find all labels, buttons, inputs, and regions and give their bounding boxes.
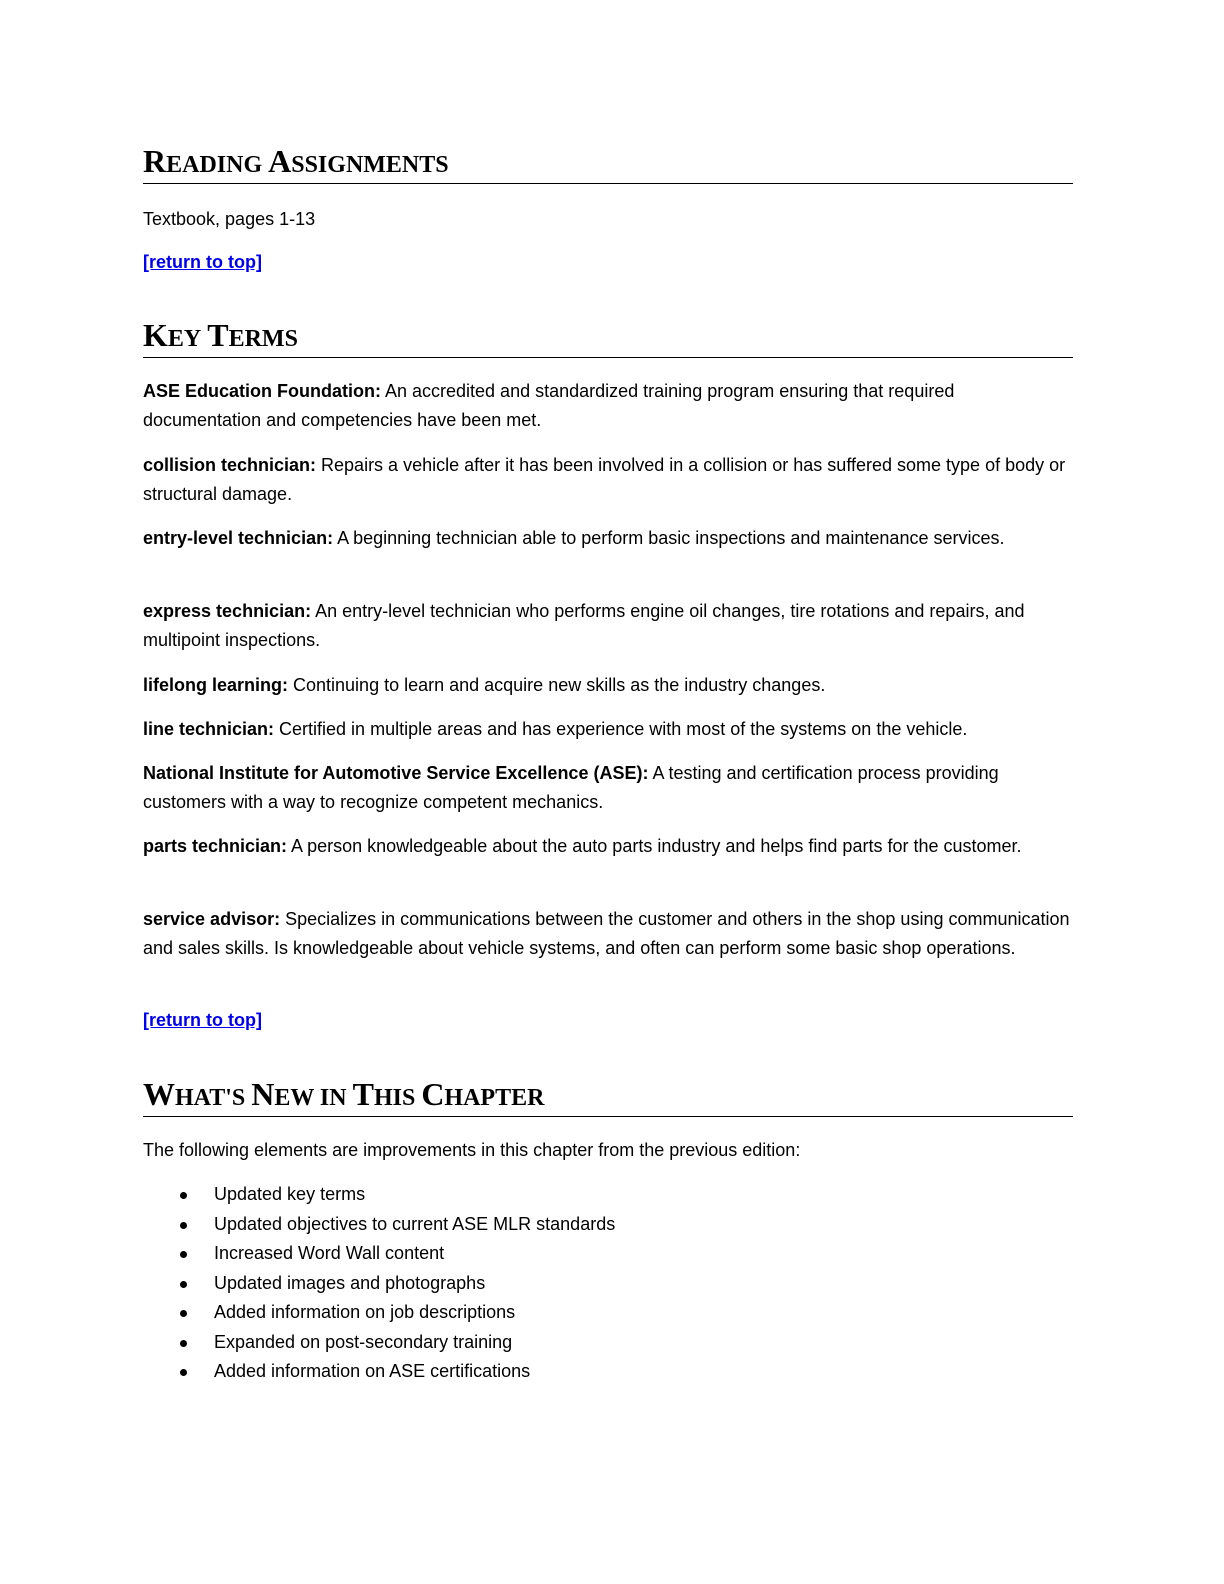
list-item-text: Added information on ASE certifications xyxy=(214,1361,531,1381)
heading-word: HIS xyxy=(373,1085,416,1111)
list-item xyxy=(143,1180,1073,1210)
heading-word: EW IN xyxy=(274,1085,347,1111)
heading-cap: T xyxy=(207,317,229,353)
list-item xyxy=(143,1210,1073,1240)
term-definition: An accredited and standardized training program ensuring that required documentation and competencies have been met. xyxy=(143,381,955,430)
heading-cap: T xyxy=(352,1076,374,1112)
heading-cap: R xyxy=(143,143,167,179)
heading-word: EADING xyxy=(166,152,263,178)
improvements-list xyxy=(143,1180,1073,1387)
whats-new-intro: The following elements are improvements in this chapter from the previous edition: xyxy=(143,1140,801,1160)
heading-word: ERMS xyxy=(228,326,298,352)
key-term-entry xyxy=(143,671,1073,700)
term-name: service advisor: xyxy=(143,909,281,929)
key-term-entry xyxy=(143,524,1073,553)
bullet-icon xyxy=(180,1251,187,1258)
list-item xyxy=(143,1239,1073,1269)
reading-assignments-heading xyxy=(143,143,1073,184)
bullet-icon xyxy=(180,1369,187,1376)
term-name: collision technician: xyxy=(143,455,317,475)
term-definition: Specializes in communications between the customer and others in the shop using communication and sales skills. Is knowledgeable about vehicle systems, and often can perform some basic shop operations. xyxy=(143,909,1070,958)
list-item xyxy=(143,1328,1073,1358)
key-term-entry xyxy=(143,377,1073,435)
heading-word: EY xyxy=(167,326,202,352)
term-name: express technician: xyxy=(143,601,312,621)
term-definition: An entry-level technician who performs engine oil changes, tire rotations and repairs, and multipoint inspections. xyxy=(143,601,1025,650)
heading-word: HAPTER xyxy=(444,1085,545,1111)
term-definition: Repairs a vehicle after it has been involved in a collision or has suffered some type of body or structural damage. xyxy=(143,455,1066,504)
list-item-text: Updated objectives to current ASE MLR standards xyxy=(214,1213,616,1234)
list-item-text: Updated key terms xyxy=(214,1184,366,1204)
bullet-icon xyxy=(180,1310,187,1317)
bullet-icon xyxy=(180,1222,187,1229)
term-name: parts technician: xyxy=(143,836,288,856)
list-item-text: Expanded on post-secondary training xyxy=(214,1331,513,1352)
term-name: line technician: xyxy=(143,719,275,739)
key-term-entry xyxy=(143,832,1073,861)
list-item xyxy=(143,1357,1073,1387)
list-item-text: Increased Word Wall content xyxy=(214,1243,445,1263)
term-definition: A beginning technician able to perform basic inspections and maintenance services. xyxy=(333,528,1005,548)
heading-cap: A xyxy=(268,143,292,179)
term-name: ASE Education Foundation: xyxy=(143,381,381,401)
term-definition: A person knowledgeable about the auto parts industry and helps find parts for the customer. xyxy=(287,836,1022,856)
heading-cap: W xyxy=(143,1076,175,1112)
key-term-entry xyxy=(143,905,1073,963)
bullet-icon xyxy=(180,1340,187,1347)
list-item-text: Updated images and photographs xyxy=(214,1272,486,1293)
bullet-icon xyxy=(180,1192,187,1199)
key-term-entry xyxy=(143,759,1073,817)
term-definition: Continuing to learn and acquire new skills as the industry changes. xyxy=(288,675,826,695)
key-term-entry xyxy=(143,451,1073,509)
list-item xyxy=(143,1269,1073,1299)
heading-cap: N xyxy=(251,1076,275,1112)
heading-cap: K xyxy=(143,317,168,353)
heading-word: SSIGNMENTS xyxy=(291,152,449,178)
term-name: lifelong learning: xyxy=(143,675,289,695)
term-name: entry-level technician: xyxy=(143,528,334,548)
term-name: National Institute for Automotive Service Excellence (ASE): xyxy=(143,763,649,783)
reading-text: Textbook, pages 1-13 xyxy=(143,209,316,229)
bullet-icon xyxy=(180,1281,187,1288)
list-item-text: Added information on job descriptions xyxy=(214,1302,516,1322)
return-to-top-link[interactable]: [return to top] xyxy=(143,252,262,272)
list-item xyxy=(143,1298,1073,1328)
heading-word: HAT'S xyxy=(175,1085,246,1111)
key-terms-heading xyxy=(143,317,1073,358)
term-definition: A testing and certification process providing customers with a way to recognize competent mechanics. xyxy=(143,763,999,812)
term-definition: Certified in multiple areas and has experience with most of the systems on the vehicle. xyxy=(274,719,968,739)
key-term-entry xyxy=(143,597,1073,655)
whats-new-heading xyxy=(143,1076,1073,1117)
heading-cap: C xyxy=(421,1076,445,1112)
key-term-entry xyxy=(143,715,1073,744)
return-to-top-link[interactable]: [return to top] xyxy=(143,1010,262,1030)
